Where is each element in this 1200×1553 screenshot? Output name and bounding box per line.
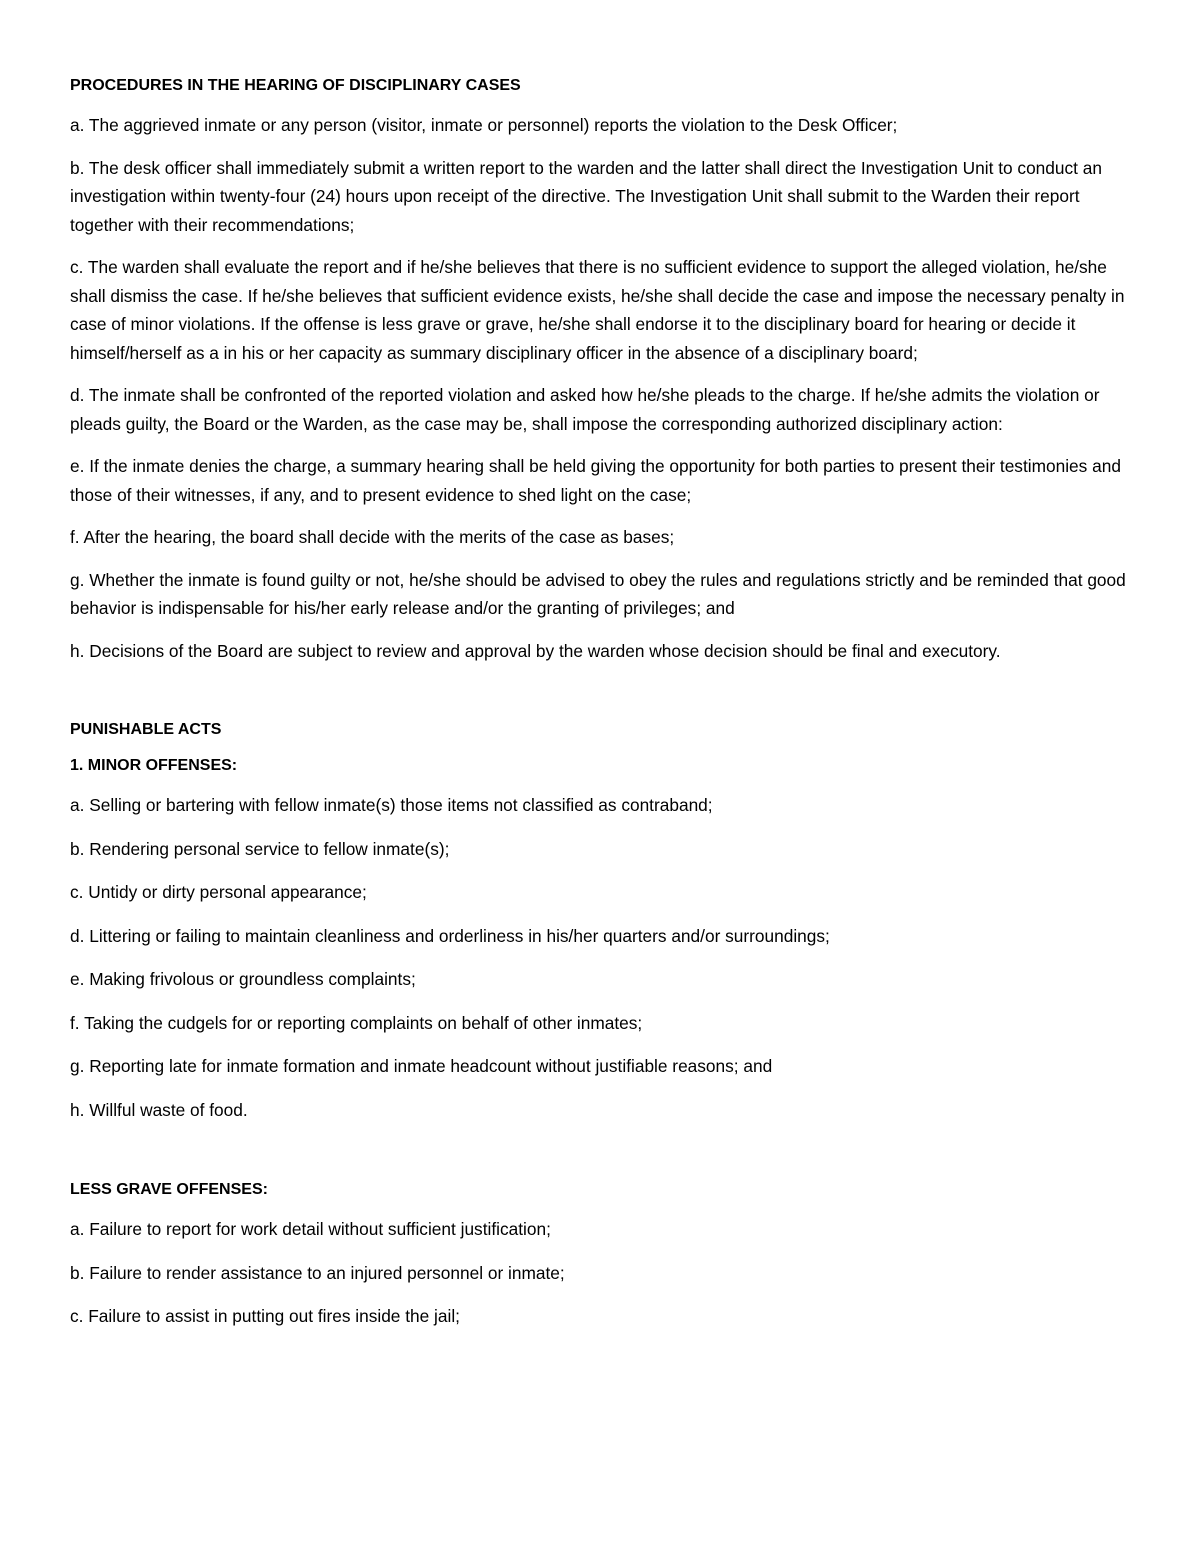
less-grave-offense-a: a. Failure to report for work detail without sufficient justification; xyxy=(70,1219,551,1239)
minor-offense-f: f. Taking the cudgels for or reporting complaints on behalf of other inmates; xyxy=(70,1012,643,1033)
less-grave-offenses-heading: LESS GRAVE OFFENSES: xyxy=(70,1181,268,1198)
less-grave-offense-c: c. Failure to assist in putting out fires inside the jail; xyxy=(70,1306,460,1326)
minor-offense-g: g. Reporting late for inmate formation and inmate headcount without justifiable reasons; and xyxy=(70,1056,773,1076)
procedures-heading: PROCEDURES IN THE HEARING OF DISCIPLINARY CASES xyxy=(70,77,521,94)
minor-offense-a: a. Selling or bartering with fellow inmate(s) those items not classified as contraband; xyxy=(70,795,713,815)
minor-offense-e: e. Making frivolous or groundless complaints; xyxy=(70,969,416,989)
procedure-item-a: a. The aggrieved inmate or any person (visitor, inmate or personnel) reports the violation to the Desk Officer; xyxy=(70,115,898,135)
minor-offense-h: h. Willful waste of food. xyxy=(70,1099,248,1120)
minor-offense-b: b. Rendering personal service to fellow inmate(s); xyxy=(70,838,450,859)
procedure-item-h: h. Decisions of the Board are subject to review and approval by the warden whose decision should be final and executory. xyxy=(70,640,1001,661)
procedure-item-c: c. The warden shall evaluate the report and if he/she believes that there is no sufficient evidence to support the alleged violation, he/she shall dismiss the case. If he/she believes that sufficient evidence exists, he/she shall decide the case and impose the necessary penalty in case of minor violations. If the offense is less grave or grave, he/she shall endorse it to the disciplinary board for hearing or decide it himself/herself as a in his or her capacity as summary disciplinary officer in the absence of a disciplinary board; xyxy=(70,257,1125,363)
procedure-item-e: e. If the inmate denies the charge, a summary hearing shall be held giving the opportunity for both parties to present their testimonies and those of their witnesses, if any, and to present evidence to shed light on the case; xyxy=(70,456,1121,505)
procedure-item-d: d. The inmate shall be confronted of the reported violation and asked how he/she pleads to the charge. If he/she admits the violation or pleads guilty, the Board or the Warden, as the case may be, shall impose the corresponding authorized disciplinary action: xyxy=(70,385,1100,434)
procedure-item-f: f. After the hearing, the board shall decide with the merits of the case as bases; xyxy=(70,527,675,547)
minor-offense-d: d. Littering or failing to maintain cleanliness and orderliness in his/her quarters and/or surroundings; xyxy=(70,925,830,946)
punishable-acts-heading: PUNISHABLE ACTS xyxy=(70,721,222,738)
procedure-item-g: g. Whether the inmate is found guilty or not, he/she should be advised to obey the rules and regulations strictly and be reminded that good behavior is indispensable for his/her early release and/or the granting of privileges; and xyxy=(70,569,1126,618)
minor-offenses-heading: 1. MINOR OFFENSES: xyxy=(70,757,238,774)
procedure-item-b: b. The desk officer shall immediately submit a written report to the warden and the latter shall direct the Investigation Unit to conduct an investigation within twenty-four (24) hours upon receipt of the directive. The Investigation Unit shall submit to the Warden their report together with their recommendations; xyxy=(70,157,1102,235)
section-spacer xyxy=(70,1139,1130,1179)
minor-offense-c: c. Untidy or dirty personal appearance; xyxy=(70,882,367,902)
less-grave-offense-b: b. Failure to render assistance to an injured personnel or inmate; xyxy=(70,1262,565,1283)
section-spacer xyxy=(70,679,1130,719)
